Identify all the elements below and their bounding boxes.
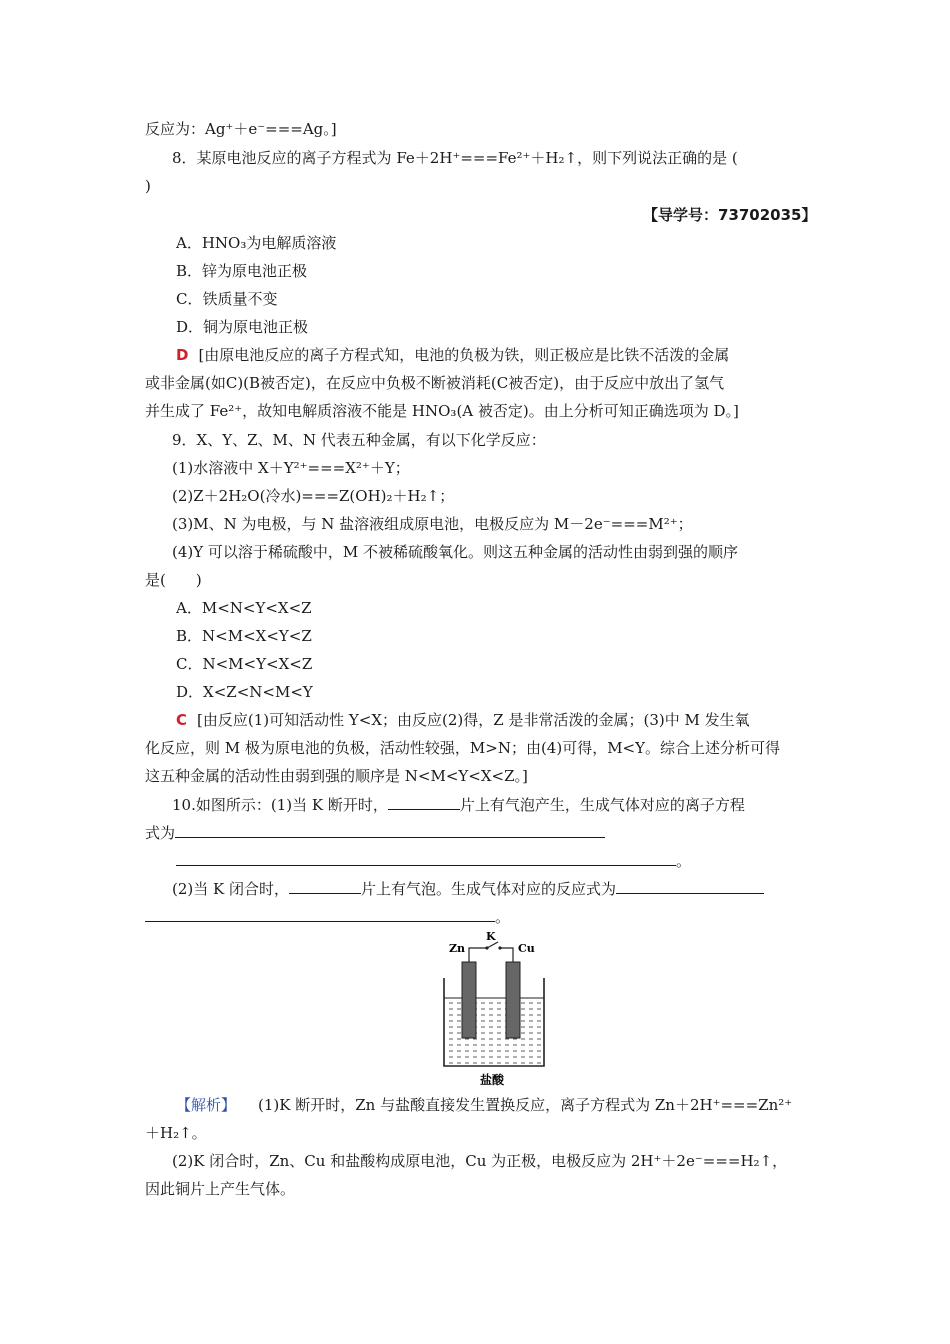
galvanic-cell-diagram (440, 928, 550, 1088)
question-9-reaction-2: (2)Z＋2H₂O(冷水)===Z(OH)₂＋H₂↑； (172, 487, 455, 505)
answer-blank[interactable] (175, 821, 605, 838)
zinc-electrode (462, 962, 476, 1038)
question-9-reaction-1: (1)水溶液中 X＋Y²⁺===X²⁺＋Y； (172, 459, 410, 477)
analysis-line-2: ＋H₂↑。 (145, 1124, 207, 1142)
k-label: K (486, 930, 496, 943)
answer-letter: D (176, 346, 189, 364)
copper-electrode (506, 962, 520, 1038)
question-9-reaction-4: (4)Y 可以溶于稀硫酸中，M 不被稀硫酸氧化。则这五种金属的活动性由弱到强的顺序 (172, 543, 739, 561)
option-d: D．铜为原电池正极 (176, 318, 309, 336)
question-10-line-1 (172, 793, 745, 815)
answer-text: [由原电池反应的离子方程式知，电池的负极为铁，则正极应是比铁不活泼的金属 (198, 346, 730, 364)
wire-left (469, 948, 487, 962)
question-10-text: 。 (676, 852, 692, 870)
question-10-line-3 (176, 849, 691, 871)
answer-letter: C (176, 711, 188, 729)
question-10-line-4 (172, 877, 764, 899)
answer-blank[interactable] (388, 793, 460, 810)
answer-8-line-2: 或非金属(如C)(B被否定)，在反应中负极不断被消耗(C被否定)，由于反应中放出了氢气 (145, 374, 725, 392)
question-8-stem: 8．某原电池反应的离子方程式为 Fe＋2H⁺===Fe²⁺＋H₂↑，则下列说法正确的是 ( (172, 149, 738, 167)
question-10-text: (2)当 K 闭合时， (172, 880, 289, 898)
question-8-paren: ) (145, 177, 151, 195)
question-9-paren: 是( ) (145, 571, 202, 589)
question-10-text: 片上有气泡。生成气体对应的反应式为 (361, 880, 617, 898)
answer-blank[interactable] (289, 877, 361, 894)
question-10-text: 片上有气泡产生，生成气体对应的离子方程 (459, 796, 745, 814)
question-10-text: 10.如图所示：(1)当 K 断开时， (172, 796, 388, 814)
switch-contact (498, 946, 501, 949)
analysis-line-4: 因此铜片上产生气体。 (145, 1180, 296, 1198)
analysis-text: (1)K 断开时，Zn 与盐酸直接发生置换反应，离子方程式为 Zn＋2H⁺===Zn²⁺ (258, 1096, 793, 1114)
answer-8-line-1 (176, 344, 729, 366)
text-line: 反应为：Ag⁺＋e⁻===Ag。] (145, 120, 337, 138)
question-9-reaction-3: (3)M、N 为电极，与 N 盐溶液组成原电池，电极反应为 M－2e⁻===M²⁺； (172, 515, 693, 533)
option-a: A．M<N<Y<X<Z (176, 599, 312, 617)
option-b: B．锌为原电池正极 (176, 262, 308, 280)
question-10-text: 式为 (145, 824, 176, 842)
question-10-line-5 (145, 905, 510, 927)
option-a: A．HNO₃为电解质溶液 (176, 234, 337, 252)
zn-label: Zn (449, 942, 466, 955)
wire-right (500, 948, 513, 962)
acid-solution-upper (446, 998, 542, 1028)
option-b: B．N<M<X<Y<Z (176, 627, 312, 645)
question-9-stem: 9．X、Y、Z、M、N 代表五种金属，有以下化学反应： (172, 431, 546, 449)
answer-8-line-3: 并生成了 Fe²⁺，故知电解质溶液不能是 HNO₃(A 被否定)。由上分析可知正确选项为 D。] (145, 402, 739, 420)
cell-svg (440, 928, 550, 1088)
question-10-line-2 (145, 821, 605, 843)
analysis-label: 【解析】 (176, 1096, 237, 1114)
option-c: C．N<M<Y<X<Z (176, 655, 313, 673)
analysis-line-3: (2)K 闭合时，Zn、Cu 和盐酸构成原电池，Cu 为正极，电极反应为 2H⁺＋2e⁻===H₂↑， (172, 1152, 788, 1170)
answer-9-line-3: 这五种金属的活动性由弱到强的顺序是 N<M<Y<X<Z。] (145, 767, 528, 785)
answer-9-line-2: 化反应，则 M 极为原电池的负极，活动性较强，M>N；由(4)可得，M<Y。综合上述分析可得 (145, 739, 781, 757)
answer-blank[interactable] (145, 905, 495, 922)
option-d: D．X<Z<N<M<Y (176, 683, 313, 701)
analysis-line-1 (176, 1094, 792, 1116)
cu-label: Cu (518, 942, 535, 955)
switch-pivot (485, 946, 488, 949)
answer-blank[interactable] (176, 849, 676, 866)
answer-9-line-1 (176, 709, 750, 731)
acid-caption: 盐酸 (480, 1073, 505, 1087)
option-c: C．铁质量不变 (176, 290, 278, 308)
question-10-text: 。 (495, 908, 511, 926)
acid-solution (446, 1028, 542, 1064)
answer-blank[interactable] (616, 877, 764, 894)
guide-number: 【导学号：73702035】 (643, 206, 817, 224)
answer-text: [由反应(1)可知活动性 Y<X；由反应(2)得，Z 是非常活泼的金属；(3)中 M 发生氧 (197, 711, 750, 729)
